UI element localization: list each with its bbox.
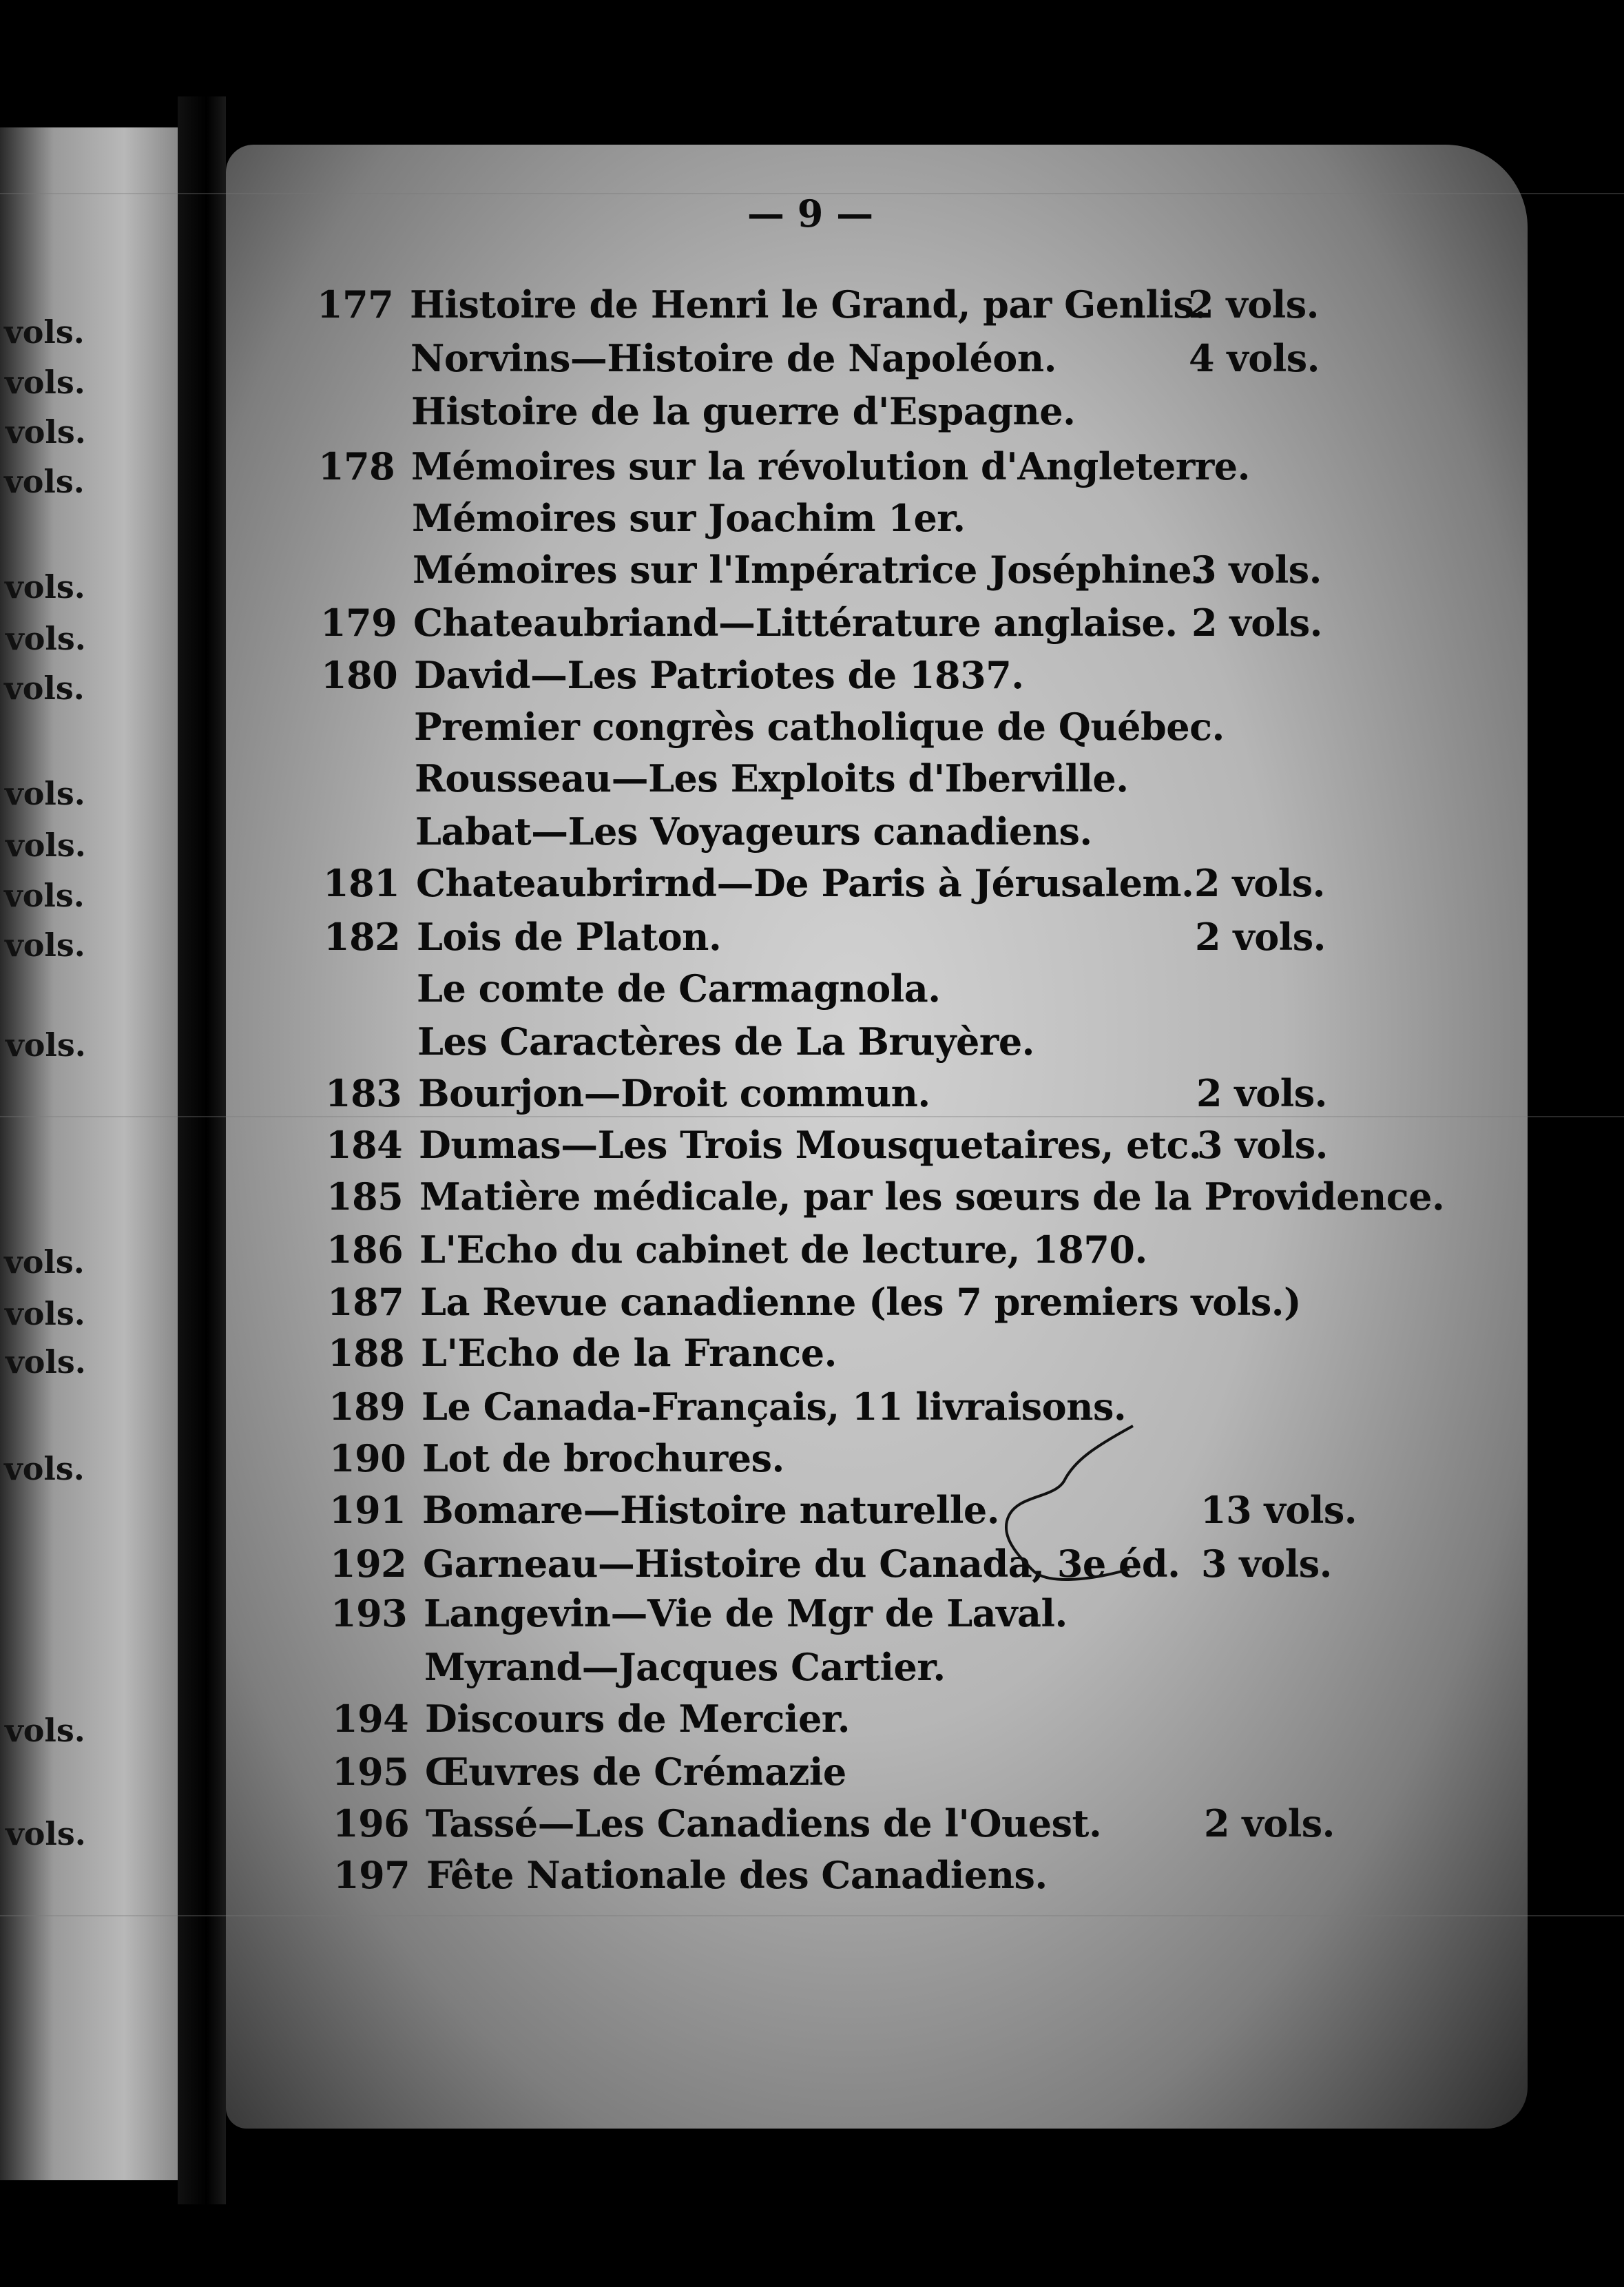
entry-number: 192 xyxy=(330,1542,407,1586)
entry-volumes: 2 vols. xyxy=(1196,1071,1327,1115)
entry-number: 180 xyxy=(321,653,398,697)
entry-number: 196 xyxy=(333,1801,410,1845)
page-number: — 9 — xyxy=(747,192,874,236)
left-page-vols-fragment: vols. xyxy=(4,1243,85,1281)
entry-volumes: 13 vols. xyxy=(1200,1488,1357,1532)
entry-title: Chateaubriand—Littérature anglaise. xyxy=(413,601,1178,645)
entry-title: Myrand—Jacques Cartier. xyxy=(424,1645,946,1689)
entry-title: Le Canada-Français, 11 livraisons. xyxy=(421,1385,1127,1429)
entry-title: Premier congrès catholique de Québec. xyxy=(414,705,1225,749)
scan-line xyxy=(0,1915,1624,1916)
entry-title: Rousseau—Les Exploits d'Iberville. xyxy=(415,756,1129,800)
left-page-vols-fragment: vols. xyxy=(5,568,85,606)
entry-number: 185 xyxy=(326,1174,404,1219)
entry-title: Chateaubrirnd—De Paris à Jérusalem. xyxy=(416,861,1194,905)
entry-number: 194 xyxy=(332,1697,409,1741)
entry-title: Garneau—Histoire du Canada, 3e éd. xyxy=(423,1542,1180,1586)
entry-title: Labat—Les Voyageurs canadiens. xyxy=(415,809,1092,853)
pen-mark xyxy=(992,1419,1157,1598)
left-page-vols-fragment: vols. xyxy=(5,775,85,812)
entry-number: 189 xyxy=(329,1385,406,1429)
entry-title: Norvins—Histoire de Napoléon. xyxy=(410,336,1056,380)
entry-number: 179 xyxy=(320,601,397,645)
entry-volumes: 4 vols. xyxy=(1189,336,1320,380)
left-page-vols-fragment: vols. xyxy=(6,620,86,657)
entry-volumes: 2 vols. xyxy=(1188,282,1319,327)
entry-title: Bomare—Histoire naturelle. xyxy=(422,1488,1000,1532)
entry-title: Lois de Platon. xyxy=(417,915,722,959)
entry-title: Mémoires sur Joachim 1er. xyxy=(412,496,966,540)
entry-number: 191 xyxy=(329,1488,406,1532)
left-page-vols-fragment: vols. xyxy=(5,927,85,964)
entry-number: 190 xyxy=(329,1436,406,1480)
left-page-vols-fragment: vols. xyxy=(5,1295,85,1332)
entry-volumes: 2 vols. xyxy=(1195,915,1326,959)
entry-volumes: 2 vols. xyxy=(1204,1801,1335,1845)
entry-title: Fête Nationale des Canadiens. xyxy=(426,1853,1048,1897)
left-page-vols-fragment: vols. xyxy=(4,313,85,351)
left-page-vols-fragment: vols. xyxy=(5,1712,85,1749)
book-gutter xyxy=(178,96,226,2204)
entry-number: 197 xyxy=(333,1853,410,1897)
entry-title: Lot de brochures. xyxy=(422,1436,784,1480)
entry-number: 181 xyxy=(323,861,400,905)
entry-title: Œuvres de Crémazie xyxy=(425,1750,846,1794)
entry-number: 183 xyxy=(325,1071,402,1115)
entry-volumes: 3 vols. xyxy=(1201,1542,1332,1586)
entry-title: L'Echo du cabinet de lecture, 1870. xyxy=(419,1228,1147,1272)
left-page-vols-fragment: vols. xyxy=(6,1026,86,1064)
entry-title: L'Echo de la France. xyxy=(421,1331,837,1375)
left-page-vols-fragment: vols. xyxy=(4,877,85,914)
entry-title: David—Les Patriotes de 1837. xyxy=(414,653,1024,697)
left-page-vols-fragment: vols. xyxy=(4,670,85,707)
left-page-vols-fragment: vols. xyxy=(6,1343,86,1380)
entry-title: Mémoires sur la révolution d'Angleterre. xyxy=(411,444,1250,488)
entry-number: 195 xyxy=(332,1750,409,1794)
entry-volumes: 2 vols. xyxy=(1194,861,1325,905)
entry-title: Dumas—Les Trois Mousquetaires, etc. xyxy=(419,1123,1202,1167)
entry-title: Les Caractères de La Bruyère. xyxy=(417,1020,1034,1064)
entry-number: 182 xyxy=(324,915,401,959)
entry-title: Langevin—Vie de Mgr de Laval. xyxy=(424,1591,1068,1635)
entry-title: Histoire de Henri le Grand, par Genlis. xyxy=(410,282,1207,327)
left-page-vols-fragment: vols. xyxy=(5,364,85,401)
entry-number: 186 xyxy=(326,1228,404,1272)
entry-title: Tassé—Les Canadiens de l'Ouest. xyxy=(426,1801,1102,1845)
entry-volumes: 3 vols. xyxy=(1197,1123,1328,1167)
entry-number: 184 xyxy=(326,1123,403,1167)
entry-number: 188 xyxy=(328,1331,405,1375)
scan-line xyxy=(0,1116,1624,1117)
left-page-vols-fragment: vols. xyxy=(6,413,86,451)
entry-title: Histoire de la guerre d'Espagne. xyxy=(411,389,1076,433)
left-page-vols-fragment: vols. xyxy=(4,463,85,500)
left-page-vols-fragment: vols. xyxy=(6,1815,86,1852)
entry-volumes: 2 vols. xyxy=(1191,601,1322,645)
entry-number: 193 xyxy=(331,1591,408,1635)
entry-title: Mémoires sur l'Impératrice Joséphine. xyxy=(413,548,1205,592)
entry-number: 177 xyxy=(317,282,394,327)
entry-number: 187 xyxy=(327,1280,404,1324)
left-page-vols-fragment: vols. xyxy=(4,1450,85,1487)
entry-volumes: 3 vols. xyxy=(1191,548,1322,592)
entry-title: Bourjon—Droit commun. xyxy=(418,1071,930,1115)
entry-title: Discours de Mercier. xyxy=(425,1697,851,1741)
entry-title: Le comte de Carmagnola. xyxy=(417,966,941,1011)
entry-number: 178 xyxy=(318,444,395,488)
entry-title: Matière médicale, par les sœurs de la Providence. xyxy=(419,1174,1445,1219)
left-page-vols-fragment: vols. xyxy=(6,827,86,864)
entry-title: La Revue canadienne (les 7 premiers vols.) xyxy=(420,1280,1302,1324)
